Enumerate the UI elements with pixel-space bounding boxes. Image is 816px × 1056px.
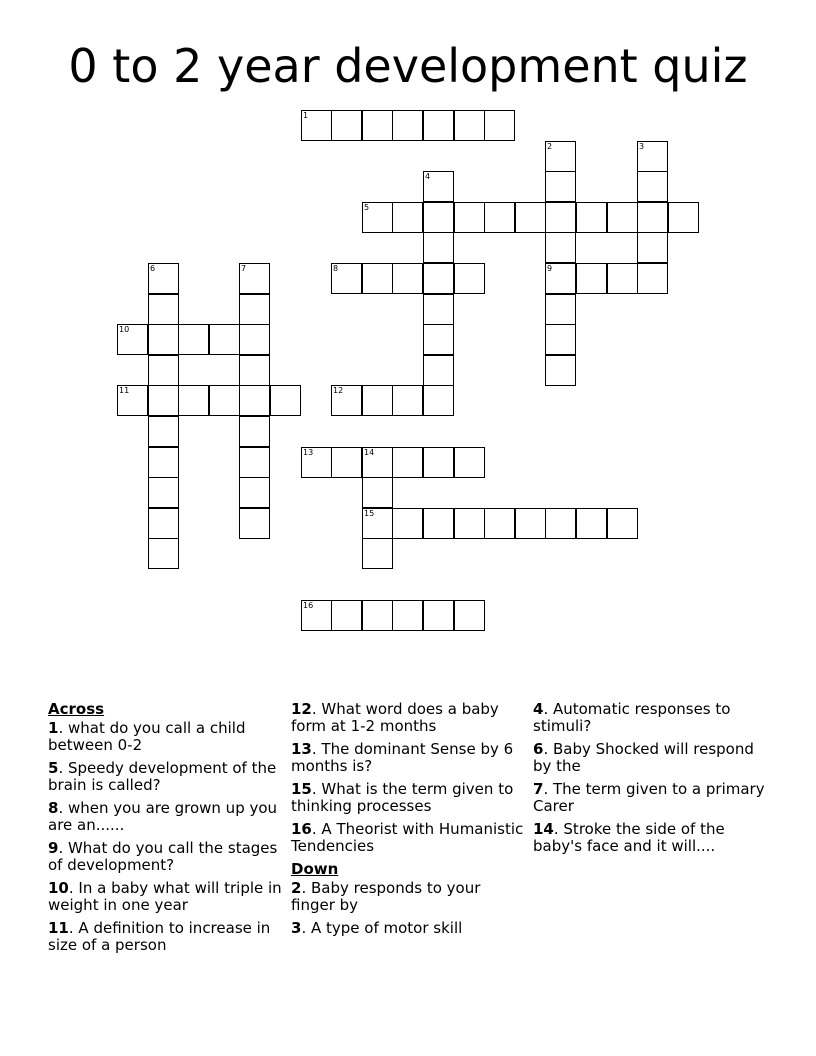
crossword-cell[interactable] bbox=[178, 324, 209, 355]
clue-item-text: . What do you call the stages of development? bbox=[48, 839, 278, 874]
clue-number: 3 bbox=[639, 142, 645, 151]
crossword-cell[interactable] bbox=[301, 600, 332, 631]
clue-item bbox=[291, 701, 526, 735]
crossword-cell[interactable] bbox=[239, 477, 270, 508]
crossword-cell[interactable] bbox=[484, 110, 515, 141]
crossword-cell[interactable] bbox=[484, 508, 515, 539]
clue-number: 4 bbox=[425, 172, 431, 181]
clue-number: 5 bbox=[364, 203, 370, 212]
clue-item-number: 7 bbox=[533, 780, 544, 798]
crossword-cell[interactable] bbox=[148, 477, 179, 508]
crossword-cell[interactable] bbox=[362, 202, 393, 233]
crossword-cell[interactable] bbox=[239, 294, 270, 325]
clue-number: 1 bbox=[303, 111, 309, 120]
clue-item bbox=[291, 880, 526, 914]
clue-item bbox=[533, 781, 768, 815]
crossword-cell[interactable] bbox=[545, 171, 576, 202]
clue-item-text: . A Theorist with Humanistic Tendencies bbox=[291, 820, 524, 855]
crossword-cell[interactable] bbox=[301, 110, 332, 141]
clue-item-number: 1 bbox=[48, 719, 59, 737]
clue-item-text: . Baby Shocked will respond by the bbox=[533, 740, 754, 775]
page-title: 0 to 2 year development quiz bbox=[68, 39, 748, 93]
clue-item bbox=[291, 741, 526, 775]
crossword-cell[interactable] bbox=[301, 447, 332, 478]
clue-item-number: 14 bbox=[533, 820, 554, 838]
crossword-cell[interactable] bbox=[331, 110, 362, 141]
clue-item bbox=[48, 800, 283, 834]
crossword-cell[interactable] bbox=[423, 324, 454, 355]
crossword-cell[interactable] bbox=[607, 263, 638, 294]
crossword-cell[interactable] bbox=[423, 294, 454, 325]
clue-item-text: . A type of motor skill bbox=[301, 919, 463, 937]
clue-number: 2 bbox=[547, 142, 553, 151]
crossword-cell[interactable] bbox=[668, 202, 699, 233]
crossword-cell[interactable] bbox=[484, 202, 515, 233]
clue-number: 14 bbox=[364, 448, 375, 457]
clue-item-text: . A definition to increase in size of a person bbox=[48, 919, 271, 954]
crossword-cell[interactable] bbox=[515, 508, 546, 539]
crossword-cell[interactable] bbox=[423, 110, 454, 141]
crossword-cell[interactable] bbox=[545, 202, 576, 233]
clue-item-text: . what do you call a child between 0-2 bbox=[48, 719, 246, 754]
clue-item bbox=[48, 880, 283, 914]
crossword-cell[interactable] bbox=[545, 141, 576, 172]
crossword-cell[interactable] bbox=[392, 202, 423, 233]
clue-item-text: . What is the term given to thinking processes bbox=[291, 780, 514, 815]
crossword-cell[interactable] bbox=[148, 324, 179, 355]
crossword-cell[interactable] bbox=[239, 355, 270, 386]
crossword-cell[interactable] bbox=[362, 385, 393, 416]
clue-item-number: 13 bbox=[291, 740, 312, 758]
crossword-cell[interactable] bbox=[209, 385, 240, 416]
crossword-cell[interactable] bbox=[331, 600, 362, 631]
clue-item bbox=[48, 840, 283, 874]
crossword-cell[interactable] bbox=[392, 385, 423, 416]
crossword-cell[interactable] bbox=[148, 385, 179, 416]
clue-number: 9 bbox=[547, 264, 553, 273]
crossword-cell[interactable] bbox=[148, 447, 179, 478]
clue-item bbox=[48, 720, 283, 754]
crossword-cell[interactable] bbox=[331, 385, 362, 416]
clues-heading: Across bbox=[48, 700, 105, 718]
clue-item-text: . The dominant Sense by 6 months is? bbox=[291, 740, 514, 775]
clue-item-text: . Baby responds to your finger by bbox=[291, 879, 481, 914]
clue-item-number: 15 bbox=[291, 780, 312, 798]
crossword-cell[interactable] bbox=[545, 294, 576, 325]
clue-item-text: . What word does a baby form at 1-2 months bbox=[291, 700, 499, 735]
clue-item bbox=[48, 920, 283, 954]
crossword-cell[interactable] bbox=[545, 232, 576, 263]
clue-number: 13 bbox=[303, 448, 314, 457]
clue-item-text: . Automatic responses to stimuli? bbox=[533, 700, 731, 735]
clue-item-number: 8 bbox=[48, 799, 59, 817]
clue-item-number: 10 bbox=[48, 879, 69, 897]
crossword-cell[interactable] bbox=[637, 263, 668, 294]
clue-item-number: 6 bbox=[533, 740, 544, 758]
crossword-cell[interactable] bbox=[239, 324, 270, 355]
crossword-cell[interactable] bbox=[423, 232, 454, 263]
clue-item bbox=[533, 741, 768, 775]
crossword-cell[interactable] bbox=[239, 447, 270, 478]
crossword-cell[interactable] bbox=[239, 385, 270, 416]
crossword-cell[interactable] bbox=[148, 294, 179, 325]
clue-item-number: 9 bbox=[48, 839, 59, 857]
clue-item bbox=[533, 701, 768, 735]
crossword-cell[interactable] bbox=[637, 232, 668, 263]
crossword-cell[interactable] bbox=[545, 355, 576, 386]
crossword-cell[interactable] bbox=[148, 355, 179, 386]
crossword-cell[interactable] bbox=[607, 508, 638, 539]
crossword-cell[interactable] bbox=[331, 447, 362, 478]
crossword-cell[interactable] bbox=[362, 538, 393, 569]
clue-item bbox=[291, 920, 526, 937]
crossword-cell[interactable] bbox=[209, 324, 240, 355]
crossword-cell[interactable] bbox=[423, 385, 454, 416]
crossword-cell[interactable] bbox=[423, 447, 454, 478]
clue-item-number: 4 bbox=[533, 700, 544, 718]
crossword-cell[interactable] bbox=[423, 202, 454, 233]
crossword-cell[interactable] bbox=[637, 202, 668, 233]
crossword-cell[interactable] bbox=[362, 600, 393, 631]
crossword-cell[interactable] bbox=[148, 416, 179, 447]
crossword-cell[interactable] bbox=[545, 263, 576, 294]
crossword-cell[interactable] bbox=[362, 447, 393, 478]
crossword-cell[interactable] bbox=[545, 324, 576, 355]
crossword-cell[interactable] bbox=[576, 202, 607, 233]
clue-number: 15 bbox=[364, 509, 375, 518]
clue-item bbox=[48, 760, 283, 794]
crossword-cell[interactable] bbox=[423, 355, 454, 386]
clue-item bbox=[533, 821, 768, 855]
clues-heading: Down bbox=[291, 860, 339, 878]
crossword-cell[interactable] bbox=[515, 202, 546, 233]
crossword-cell[interactable] bbox=[454, 508, 485, 539]
crossword-cell[interactable] bbox=[392, 600, 423, 631]
clue-number: 12 bbox=[333, 386, 344, 395]
crossword-cell[interactable] bbox=[576, 508, 607, 539]
crossword-cell[interactable] bbox=[270, 385, 301, 416]
crossword-cell[interactable] bbox=[362, 263, 393, 294]
crossword-cell[interactable] bbox=[637, 141, 668, 172]
clue-item-number: 2 bbox=[291, 879, 302, 897]
clue-item-number: 16 bbox=[291, 820, 312, 838]
crossword-cell[interactable] bbox=[331, 263, 362, 294]
crossword-cell[interactable] bbox=[423, 508, 454, 539]
crossword-cell[interactable] bbox=[148, 508, 179, 539]
crossword-cell[interactable] bbox=[423, 600, 454, 631]
crossword-cell[interactable] bbox=[239, 263, 270, 294]
crossword-cell[interactable] bbox=[454, 263, 485, 294]
crossword-cell[interactable] bbox=[148, 538, 179, 569]
clue-number: 7 bbox=[241, 264, 247, 273]
crossword-cell[interactable] bbox=[362, 508, 393, 539]
crossword-cell[interactable] bbox=[423, 263, 454, 294]
clue-item bbox=[291, 821, 526, 855]
clue-item-text: . The term given to a primary Carer bbox=[533, 780, 765, 815]
clues-column-3 bbox=[533, 701, 768, 861]
clue-item bbox=[291, 781, 526, 815]
clue-item-text: . Stroke the side of the baby's face and it will.... bbox=[533, 820, 725, 855]
crossword-cell[interactable] bbox=[454, 110, 485, 141]
crossword-cell[interactable] bbox=[239, 416, 270, 447]
crossword-cell[interactable] bbox=[545, 508, 576, 539]
crossword-cell[interactable] bbox=[392, 263, 423, 294]
clues-column-2 bbox=[291, 701, 526, 943]
crossword-cell[interactable] bbox=[117, 385, 148, 416]
crossword-cell[interactable] bbox=[392, 508, 423, 539]
crossword-cell[interactable] bbox=[178, 385, 209, 416]
crossword-cell[interactable] bbox=[607, 202, 638, 233]
crossword-cell[interactable] bbox=[637, 171, 668, 202]
crossword-cell[interactable] bbox=[392, 447, 423, 478]
crossword-cell[interactable] bbox=[423, 171, 454, 202]
clue-item-number: 12 bbox=[291, 700, 312, 718]
clue-number: 8 bbox=[333, 264, 339, 273]
clue-number: 11 bbox=[119, 386, 130, 395]
crossword-cell[interactable] bbox=[362, 110, 393, 141]
clue-item-number: 11 bbox=[48, 919, 69, 937]
clue-number: 6 bbox=[150, 264, 156, 273]
crossword-cell[interactable] bbox=[148, 263, 179, 294]
crossword-cell[interactable] bbox=[239, 508, 270, 539]
clue-item-text: . Speedy development of the brain is called? bbox=[48, 759, 277, 794]
clue-number: 16 bbox=[303, 601, 314, 610]
clue-item-text: . In a baby what will triple in weight in one year bbox=[48, 879, 282, 914]
clue-number: 10 bbox=[119, 325, 130, 334]
crossword-cell[interactable] bbox=[362, 477, 393, 508]
clues-column-1 bbox=[48, 701, 283, 960]
clue-item-number: 3 bbox=[291, 919, 302, 937]
crossword-cell[interactable] bbox=[454, 202, 485, 233]
crossword-cell[interactable] bbox=[576, 263, 607, 294]
crossword-cell[interactable] bbox=[392, 110, 423, 141]
crossword-cell[interactable] bbox=[454, 600, 485, 631]
clue-item-number: 5 bbox=[48, 759, 59, 777]
crossword-cell[interactable] bbox=[454, 447, 485, 478]
clue-item-text: . when you are grown up you are an...... bbox=[48, 799, 278, 834]
crossword-cell[interactable] bbox=[117, 324, 148, 355]
